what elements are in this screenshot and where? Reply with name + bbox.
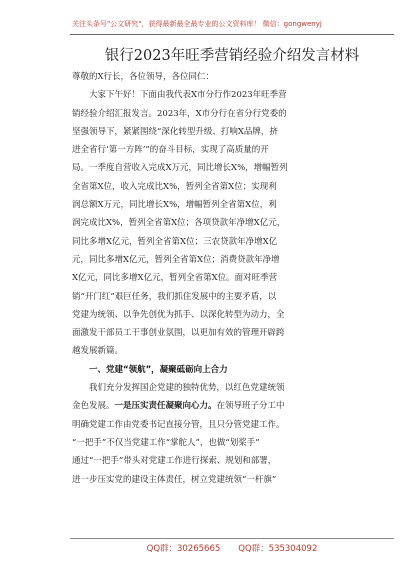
paragraph-line: 进全省行‘第一方阵’”的奋斗目标，实现了高质量的开 bbox=[72, 145, 269, 156]
paragraph-line: 同比多增X亿元，暂列全省第X位；三农贷款年净增X亿 bbox=[72, 236, 278, 247]
paragraph-line: 润完成比X%，暂列全省第X位；各项贷款年净增X亿元， bbox=[72, 218, 286, 229]
paragraph-line: 元，同比多增X亿元，暂列全省第X位；消费贷款年净增 bbox=[72, 254, 280, 265]
footer-divider bbox=[70, 538, 394, 539]
header-divider bbox=[70, 34, 394, 35]
paragraph-line: 我们充分发挥国企党建的独特优势，以红色党建统领 bbox=[89, 383, 285, 394]
paragraph-line: 大家下午好！下面由我代表X市分行作2023年旺季营 bbox=[89, 90, 287, 101]
header-banner: 关注头条号"公文研究"，获得最新最全最专业的公文资料库！ 微信：gongwenyj bbox=[72, 20, 322, 28]
salutation: 尊敬的X行长，各位领导，各位同仁： bbox=[72, 72, 215, 82]
paragraph-line: 进一步压实党的建设主体责任，树立党建统领“一杆旗” bbox=[72, 474, 277, 485]
footer bbox=[70, 542, 394, 554]
paragraph-line: 明确党建工作由党委书记直接分管，且只分管党建工作。 bbox=[72, 419, 285, 430]
line-text: 在领导班子分工中 bbox=[216, 401, 285, 412]
section-heading: 一、党建“领航”，凝聚砥砺向上合力 bbox=[89, 364, 228, 375]
paragraph-line: 越发展新篇。 bbox=[72, 346, 124, 357]
qq-group-2: QQ群：535304092 bbox=[238, 544, 318, 554]
paragraph-line: 全省第X位，收入完成比X%，暂列全省第X位；实现利 bbox=[72, 181, 277, 192]
paragraph-line bbox=[72, 397, 387, 415]
paragraph-line: 销“开门红”艰巨任务，我们抓住发展中的主要矛盾，以 bbox=[72, 291, 277, 302]
paragraph-line: 党建为统领、以争先创优为抓手、以深化转型为动力，全 bbox=[72, 309, 285, 320]
paragraph-line: 坚强领导下，紧紧围绕“深化转型升级、打响X品牌，挤 bbox=[72, 126, 278, 137]
paragraph-line: 面激发干部员工干事创业氛围，以更加有效的管理开辟跨 bbox=[72, 328, 285, 339]
paragraph-line: “一把手”不仅当党建工作“掌舵人”，也做“划桨手” bbox=[72, 437, 260, 448]
paragraph-line: 销经验介绍汇报发言。2023年，X市分行在省分行党委的 bbox=[72, 108, 287, 119]
paragraph-line: 局。一季度自营收入完成X万元，同比增长X%，增幅暂列 bbox=[72, 163, 288, 174]
paragraph-line: X亿元，同比多增X亿元，暂列全省第X位。面对旺季营 bbox=[72, 273, 278, 284]
document-body bbox=[72, 68, 387, 489]
emphasis-prefix: 一 bbox=[114, 401, 124, 412]
line-text: 金色发展。 bbox=[72, 401, 115, 412]
paragraph-line: 通过“一把手”带头对党建工作进行探索、规划和部署， bbox=[72, 456, 277, 467]
emphasis-text: 是压实责任凝聚向心力。 bbox=[123, 401, 217, 412]
document-title: 银行2023年旺季营销经验介绍发言材料 bbox=[104, 48, 360, 64]
qq-group-1: QQ群：30265665 bbox=[146, 544, 221, 554]
paragraph-line: 润总额X万元，同比增长X%，增幅暂列全省第X位，利 bbox=[72, 200, 277, 211]
